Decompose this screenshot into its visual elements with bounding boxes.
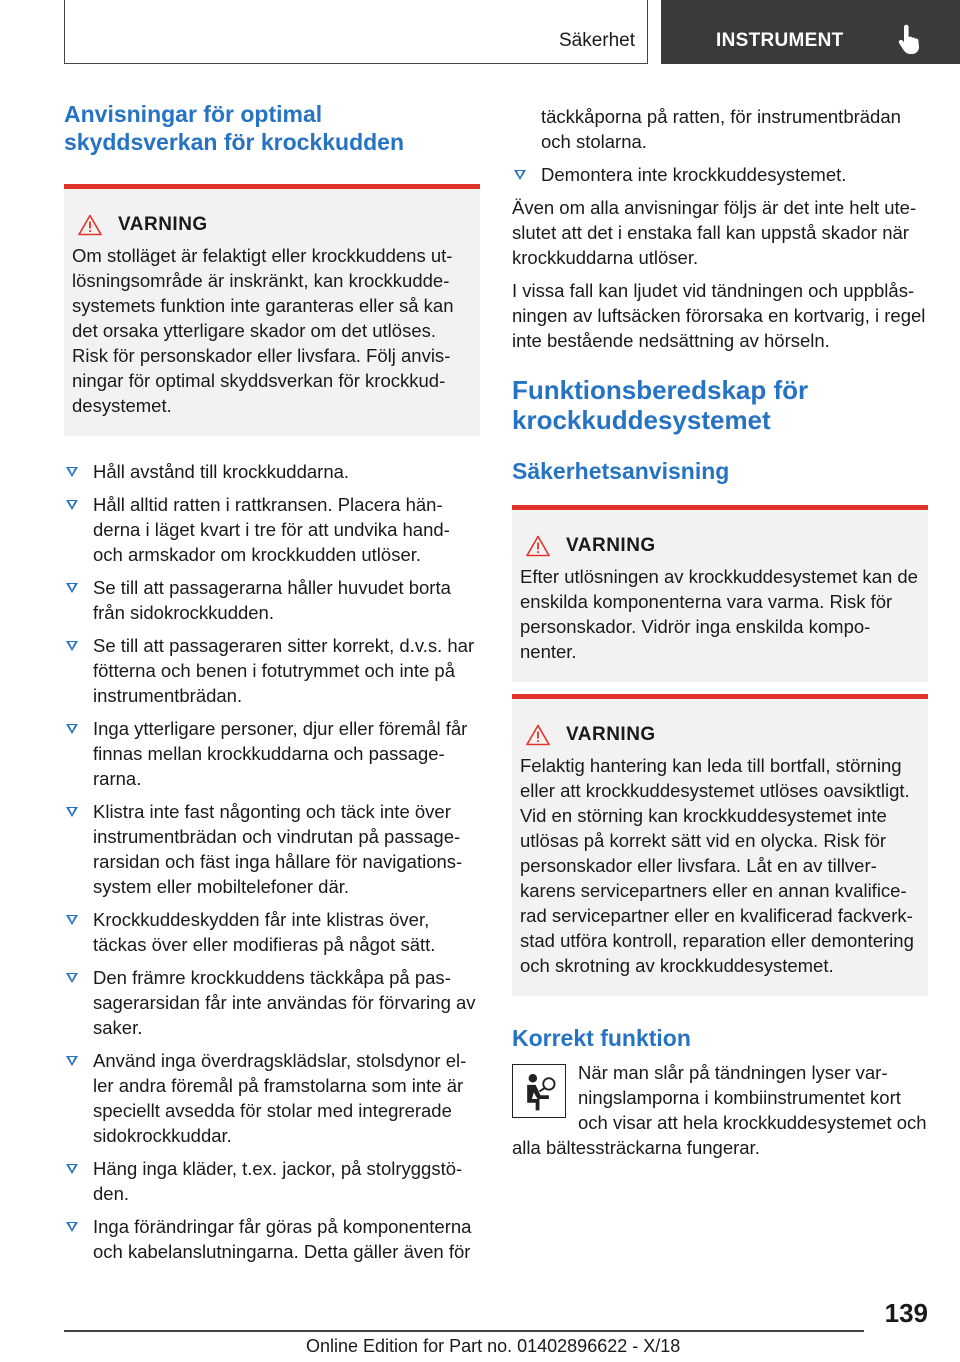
list-item: Håll alltid ratten i rattkransen. Placera händerna i läget kvart i tre för att undvika hand- och armskador om krockkudden utlöser. xyxy=(64,492,480,567)
warning-box xyxy=(512,505,928,682)
list-item: Se till att passagerarna håller huvudet borta från sidokrockkudden. xyxy=(64,575,480,625)
list-item: Se till att passageraren sitter korrekt, d.v.s. har fötterna och benen i fotutrymmet och inte på instrumentbrädan. xyxy=(64,633,480,708)
warning-text: Felaktig hantering kan leda till bortfall, störning eller att krockkuddesystemet utlöses oavsiktligt. Vid en störning kan krockkuddesystemet inte utlösas på korrekt sätt vid en olycka. Risk för personskador eller livsfara. Låt en av tillverkarens servicepartners eller en annan kvalificerad servicepartner eller en kvalificerad fackverkstad utföra kontroll, reparation eller demontering och skrotning av krockkuddesystemet. xyxy=(520,755,914,976)
list-item: Använd inga överdragsklädslar, stolsdynor eller andra föremål på framstolarna som inte är speciellt avsedda för stolar med integrerade sidokrockkuddar. xyxy=(64,1048,480,1148)
bullet-triangle-icon xyxy=(66,500,78,510)
section-heading: Anvisningar för optimal skyddsverkan för krockkudden xyxy=(64,101,405,155)
warning-box xyxy=(512,694,928,996)
list-item: Krockkuddeskydden får inte klistras över, täckas över eller modifieras på något sätt. xyxy=(64,907,480,957)
footer-divider xyxy=(64,1330,864,1332)
list-item: Klistra inte fast någonting och täck inte över instrumentbrädan och vindrutan på passagerarsidan och fäst inga hållare för navigationssystem eller mobiltelefoner där. xyxy=(64,799,480,899)
warning-triangle-icon xyxy=(526,535,550,557)
section-label: Säkerhet xyxy=(558,30,635,51)
bullet-triangle-icon xyxy=(66,1164,78,1174)
warning-title: VARNING xyxy=(118,214,208,235)
chapter-heading: Funktionsberedskap för krockkuddesystemet xyxy=(512,375,809,435)
bullet-triangle-icon xyxy=(66,807,78,817)
bullet-triangle-icon xyxy=(66,641,78,651)
warning-text: Efter utlösningen av krockkuddesystemet kan de enskilda komponenterna vara varma. Risk för personskador. Vidrör inga enskilda komponenter. xyxy=(520,566,918,662)
page-number: 139 xyxy=(884,1298,928,1328)
hand-pointer-icon xyxy=(897,24,923,56)
function-block xyxy=(512,1060,928,1160)
list-item: Inga ytterligare personer, djur eller föremål får finnas mellan krockkuddarna och passagerarna. xyxy=(64,716,480,791)
footer-edition: Online Edition for Part no. 01402896622 - X/18 xyxy=(306,1336,681,1356)
chapter-tab[interactable] xyxy=(661,0,960,64)
subheading: Säkerhetsanvisning xyxy=(512,458,730,484)
bullet-triangle-icon xyxy=(514,170,526,180)
right-column xyxy=(512,104,928,1160)
bullet-triangle-icon xyxy=(66,1222,78,1232)
warning-title: VARNING xyxy=(566,535,656,556)
bullet-triangle-icon xyxy=(66,915,78,925)
subheading: Korrekt funktion xyxy=(512,1025,691,1051)
warning-triangle-icon xyxy=(78,214,102,236)
chapter-tab-label: INSTRUMENT xyxy=(716,30,844,51)
paragraph: Även om alla anvisningar följs är det inte helt uteslutet att det i enstaka fall kan uppstå skador när krockkuddarna utlöser. xyxy=(512,197,917,268)
bullet-triangle-icon xyxy=(66,1056,78,1066)
instruction-list xyxy=(64,459,480,1264)
bullet-triangle-icon xyxy=(66,467,78,477)
airbag-warning-icon xyxy=(512,1064,566,1118)
left-column xyxy=(64,100,480,1272)
header-section-box xyxy=(64,0,648,64)
list-item: Håll avstånd till krockkuddarna. xyxy=(64,459,480,484)
bullet-triangle-icon xyxy=(66,724,78,734)
bullet-triangle-icon xyxy=(66,583,78,593)
list-item: täckkåporna på ratten, för instrumentbrädan och stolarna. xyxy=(541,106,901,152)
bullet-triangle-icon xyxy=(66,973,78,983)
warning-title: VARNING xyxy=(566,724,656,745)
list-item: Häng inga kläder, t.ex. jackor, på stolryggstöden. xyxy=(64,1156,480,1206)
function-text: När man slår på tändningen lyser varningslamporna i kombiinstrumentet kort och visar att hela krockkuddesystemet och alla bältessträckarna fungerar. xyxy=(512,1062,927,1158)
continued-list xyxy=(512,104,928,187)
list-item: Den främre krockkuddens täckkåpa på passagerarsidan får inte användas för förvaring av saker. xyxy=(64,965,480,1040)
warning-triangle-icon xyxy=(526,724,550,746)
warning-text: Om stolläget är felaktigt eller krockkuddens utlösningsområde är inskränkt, kan krockkuddesystemets funktion inte garanteras eller så kan det orsaka ytterligare skador om det utlöses. Risk för personskador eller livsfara. Följ anvisningar för optimal skyddsverkan för krockkuddesystemet. xyxy=(72,245,454,416)
list-item: Inga förändringar får göras på komponenterna och kabelanslutningarna. Detta gäller även för xyxy=(64,1214,480,1264)
list-item: Demontera inte krockkuddesystemet. xyxy=(512,162,928,187)
paragraph: I vissa fall kan ljudet vid tändningen och uppblåsningen av luftsäcken förorsaka en kortvarig, i regel inte bestående nedsättning av hörseln. xyxy=(512,280,926,351)
warning-box xyxy=(64,184,480,436)
